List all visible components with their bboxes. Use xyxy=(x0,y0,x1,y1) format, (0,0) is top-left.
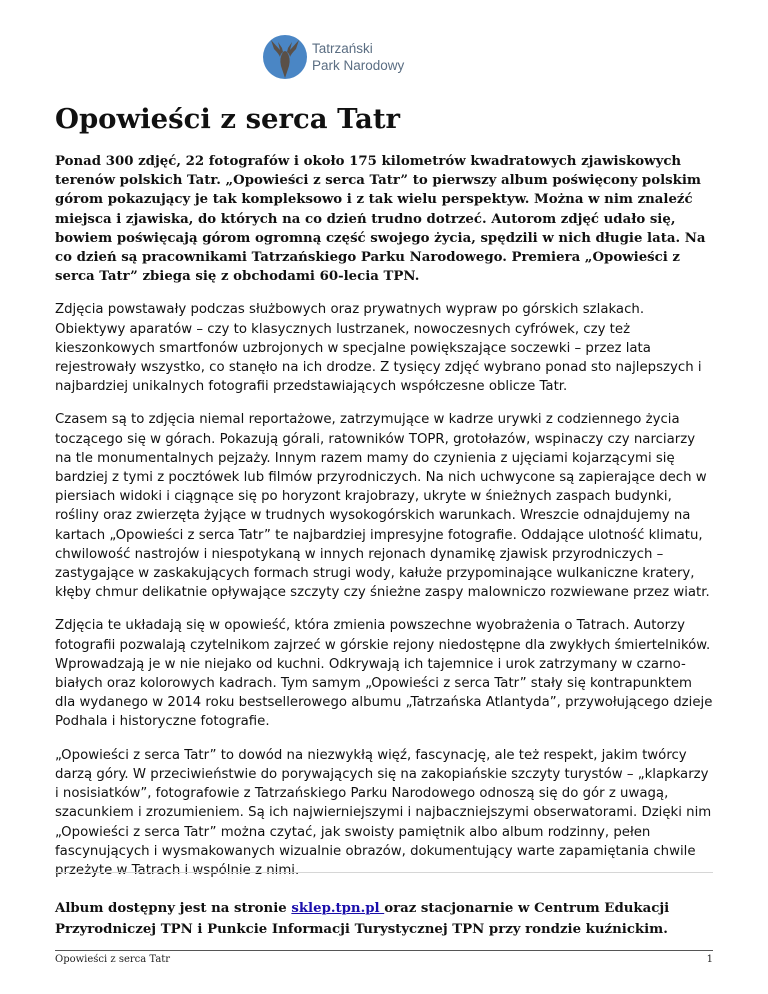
logo-line-2: Park Narodowy xyxy=(312,58,405,73)
album-text-before: Album dostępny jest na stronie xyxy=(55,901,292,916)
page-footer xyxy=(55,950,713,966)
logo-text xyxy=(312,40,404,74)
album-availability xyxy=(55,898,715,940)
body-paragraph-3: Zdjęcia te układają się w opowieść, która zmienia powszechne wyobrażenia o Tatrach. Autorzy fotografii pozwalają czytelnikom zajrzeć w górskie rejony niedostępne dla zwykłych śmiertelników. Wprowadzają je w nie niejako od kuchni. Odkrywają ich tajemnice i urok zatrzymany w czarno-białych oraz kolorowych kadrach. Tym samym „Opowieści z serca Tatr” stały się kontrapunktem dla wydanego w 2014 roku bestsellerowego albumu „Tatrzańska Atlantyda”, przywołującego dzieje Podhala i historyczne fotografie. xyxy=(55,618,713,730)
article-body xyxy=(55,152,715,894)
logo-line-1: Tatrzański xyxy=(312,41,373,56)
page-title: Opowieści z serca Tatr xyxy=(55,103,401,135)
body-paragraph-2: Czasem są to zdjęcia niemal reportażowe, zatrzymujące w kadrze urywki z codziennego życia toczącego się w górach. Pokazują górali, ratowników TOPR, grotołazów, wspinaczy czy narciarzy na tle monumentalnych pejzaży. Innym razem mamy do czynienia z ujęciami kojarzącymi się bardziej z tymi z pocztówek lub filmów przyrodniczych. Na nich uchwycone są zapierające dech w piersiach widoki i ciągnące się po horyzont krajobrazy, ukryte w śnieżnych zaspach budynki, rośliny oraz zwierzęta żyjące w trudnych wysokogórskich warunkach. Wreszcie odnajdujemy na kartach „Opowieści z serca Tatr” te najbardziej impresyjne fotografie. Oddające ulotność klimatu, chwilowość nastrojów i niespotykaną w innych rejonach dynamikę zjawisk przyrodniczych – zastygające w zaskakujących formach strugi wody, kałuże przypominające wulkaniczne kratery, kłęby chmur delikatnie opływające szczyty czy śnieżne zaspy malowniczo rozwiewane przez wiatr. xyxy=(55,412,710,601)
body-paragraph-1: Zdjęcia powstawały podczas służbowych oraz prywatnych wypraw po górskich szlakach. Obiektywy aparatów – czy to klasycznych lustrzanek, nowoczesnych cyfrówek, czy też kieszonkowych smartfonów uzbrojonych w specjalne powiększające soczewki – przez lata rejestrowały wszystko, co stanęło na ich drodze. Z tysięcy zdjęć wybrano ponad sto najlepszych i najbardziej unikalnych fotografii przedstawiających współczesne oblicze Tatr. xyxy=(55,302,702,395)
lead-paragraph: Ponad 300 zdjęć, 22 fotografów i około 175 kilometrów kwadratowych zjawiskowych terenów polskich Tatr. „Opowieści z serca Tatr” to pierwszy album poświęcony polskim górom pokazujący je tak kompleksowo i z tak wielu perspektyw. Można w nim znaleźć miejsca i zjawiska, do których na co dzień trudno dotrzeć. Autorom zdjęć udało się, bowiem poświęcają górom ogromną część swojego życia, spędzili w nich długie lata. Na co dzień są pracownikami Tatrzańskiego Parku Narodowego. Premiera „Opowieści z serca Tatr” zbiega się z obchodami 60-lecia TPN. xyxy=(55,154,706,285)
body-paragraph-4: „Opowieści z serca Tatr” to dowód na niezwykłą więź, fascynację, ale też respekt, jakim twórcy darzą góry. W przeciwieństwie do porywających się na zakopiańskie szczyty turystów – „klapkarzy i nosisiatków”, fotografowie z Tatrzańskiego Parku Narodowego odnoszą się do gór z uwagą, szacunkiem i zrozumieniem. Są ich najwierniejszymi i najbaczniejszymi obserwatorami. Dzięki nim „Opowieści z serca Tatr” można czytać, jak swoisty pamiętnik albo album rodzinny, pełen fascynujących i wysmakowanych wizualnie obrazów, dokumentujący warte zapamiętania chwile przeżyte w Tatrach i wspólnie z nimi. xyxy=(55,747,712,878)
tpn-logo xyxy=(262,34,404,80)
shop-link[interactable]: sklep.tpn.pl xyxy=(291,901,385,916)
page-number: 1 xyxy=(706,954,713,965)
deer-head-icon xyxy=(262,34,308,80)
section-divider xyxy=(55,872,713,873)
album-text-after: oraz stacjonarnie w Centrum Edukacji Przyrodniczej TPN i Punkcie Informacji Turystycznej TPN przy rondzie kuźnickim. xyxy=(55,901,670,937)
footer-title: Opowieści z serca Tatr xyxy=(55,954,171,965)
